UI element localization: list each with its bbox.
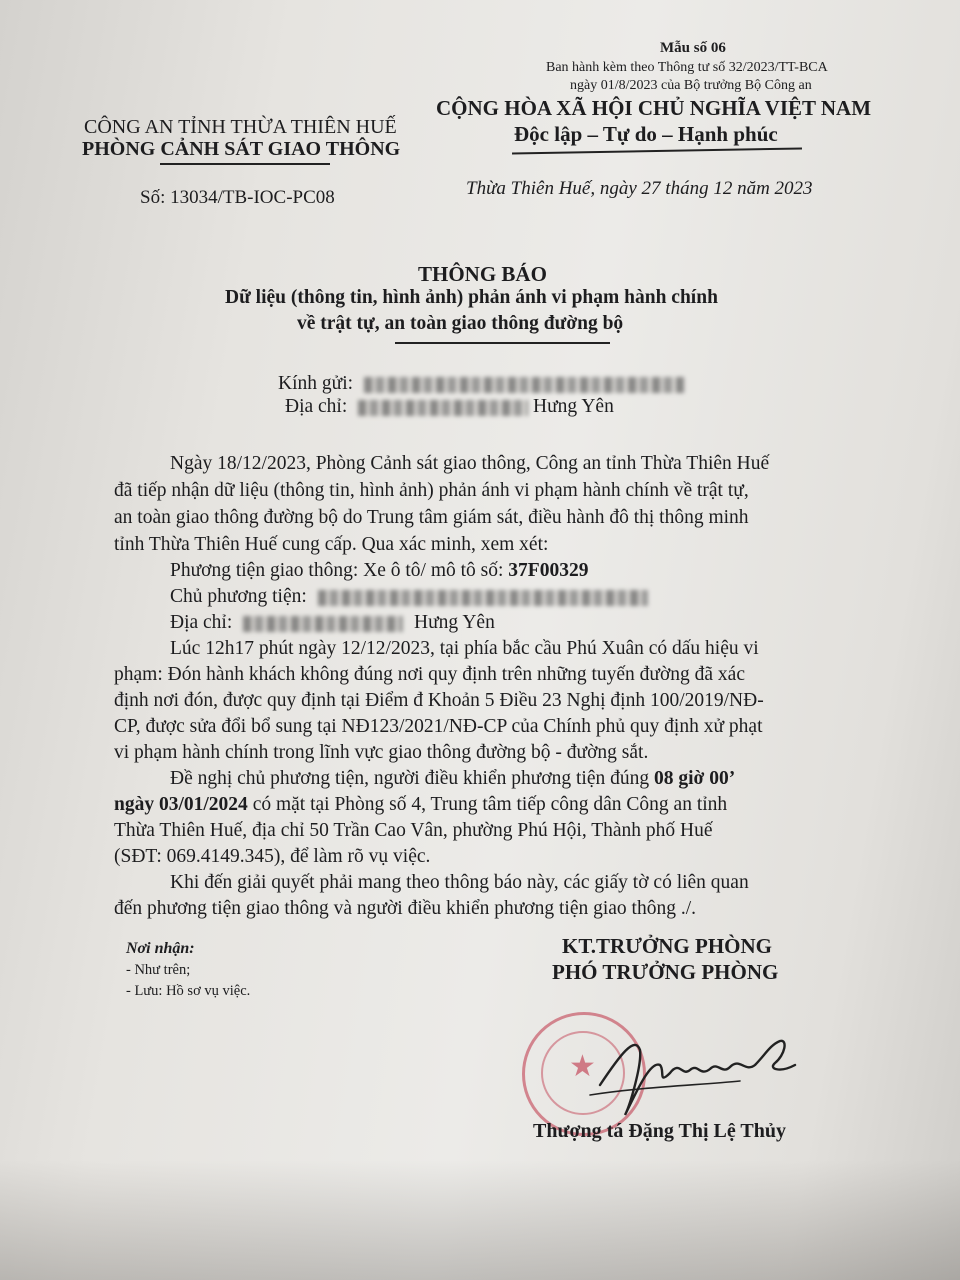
para2-line1: Lúc 12h17 phút ngày 12/12/2023, tại phía bắc cầu Phú Xuân có dấu hiệu vi — [170, 638, 759, 659]
form-issued-line2: ngày 01/8/2023 của Bộ trưởng Bộ Công an — [570, 78, 812, 93]
redacted-owner-name — [318, 590, 648, 606]
para1-line3: an toàn giao thông đường bộ do Trung tâm giám sát, điều hành đô thị thông minh — [114, 507, 749, 528]
form-number: Mẫu số 06 — [660, 40, 726, 56]
seal-star-icon: ★ — [569, 1050, 596, 1083]
para3-line3: Thừa Thiên Huế, địa chỉ 50 Trần Cao Vân, phường Phú Hội, Thành phố Huế — [114, 820, 713, 841]
para3-line1-text: Đề nghị chủ phương tiện, người điều khiển phương tiện đúng — [170, 768, 654, 789]
notice-subtitle-1: Dữ liệu (thông tin, hình ảnh) phản ánh vi phạm hành chính — [225, 287, 718, 308]
signer-name: Thượng tá Đặng Thị Lệ Thủy — [533, 1120, 786, 1142]
recipient-address-province: Hưng Yên — [533, 396, 614, 417]
motto-underline — [512, 147, 802, 154]
para3-line1 — [170, 765, 735, 792]
para3-line2 — [114, 791, 727, 818]
vehicle-plate: 37F00329 — [508, 560, 589, 581]
vehicle-label: Phương tiện giao thông: Xe ô tô/ mô tô số: — [170, 560, 509, 581]
para1-line2: đã tiếp nhận dữ liệu (thông tin, hình ảnh) phản ánh vi phạm hành chính về trật tự, — [114, 480, 749, 501]
recipient-address-line — [285, 393, 614, 420]
agency-name: PHÒNG CẢNH SÁT GIAO THÔNG — [82, 138, 401, 160]
para2-line4: CP, được sửa đổi bổ sung tại NĐ123/2021/NĐ-CP của Chính phủ quy định xử phạt — [114, 716, 763, 737]
vehicle-line — [170, 557, 588, 584]
para4-line1: Khi đến giải quyết phải mang theo thông báo này, các giấy tờ có liên quan — [170, 872, 749, 893]
handwritten-signature — [580, 1015, 810, 1125]
redacted-recipient-address — [358, 400, 528, 416]
notice-title: THÔNG BÁO — [418, 262, 547, 286]
para2-line3: định nơi đón, được quy định tại Điểm đ Khoản 5 Điều 23 Nghị định 100/2019/NĐ- — [114, 690, 764, 711]
owner-address-line — [170, 609, 495, 636]
place-date: Thừa Thiên Huế, ngày 27 tháng 12 năm 2023 — [466, 178, 813, 199]
agency-underline — [160, 163, 330, 165]
form-issued-line1: Ban hành kèm theo Thông tư số 32/2023/TT-BCA — [546, 60, 828, 75]
owner-line — [170, 583, 648, 610]
national-motto: Độc lập – Tự do – Hạnh phúc — [514, 122, 778, 146]
para4-line2: đến phương tiện giao thông và người điều khiển phương tiện giao thông ./. — [114, 898, 697, 919]
subtitle-underline — [395, 342, 610, 344]
recipient-label: Kính gửi: — [278, 373, 354, 394]
photo-shadow — [0, 1160, 960, 1280]
recipient-item-1: - Như trên; — [126, 962, 191, 978]
para2-line5: vi phạm hành chính trong lĩnh vực giao thông đường bộ - đường sắt. — [114, 742, 649, 763]
para1-line1: Ngày 18/12/2023, Phòng Cảnh sát giao thông, Công an tỉnh Thừa Thiên Huế — [170, 453, 770, 474]
redacted-recipient-name — [364, 377, 684, 393]
para3-line2-text: có mặt tại Phòng số 4, Trung tâm tiếp công dân Công an tỉnh — [247, 794, 728, 815]
owner-address-province: Hưng Yên — [414, 612, 495, 633]
sign-title-2: PHÓ TRƯỞNG PHÒNG — [552, 960, 779, 984]
para1-line4: tỉnh Thừa Thiên Huế cung cấp. Qua xác minh, xem xét: — [114, 534, 549, 555]
national-title: CỘNG HÒA XÃ HỘI CHỦ NGHĨA VIỆT NAM — [436, 96, 872, 120]
para3-line4: (SĐT: 069.4149.345), để làm rõ vụ việc. — [114, 846, 431, 867]
sign-title-1: KT.TRƯỞNG PHÒNG — [562, 934, 772, 958]
agency-parent: CÔNG AN TỈNH THỪA THIÊN HUẾ — [84, 116, 397, 138]
owner-label: Chủ phương tiện: — [170, 586, 307, 607]
recipients-label: Nơi nhận: — [126, 940, 195, 957]
notice-subtitle-2: về trật tự, an toàn giao thông đường bộ — [297, 313, 624, 334]
appointment-date: ngày 03/01/2024 — [114, 794, 248, 815]
document-number: Số: 13034/TB-IOC-PC08 — [140, 187, 335, 208]
para2-line2: phạm: Đón hành khách không đúng nơi quy định trên những tuyến đường đã xác — [114, 664, 745, 685]
appointment-time: 08 giờ 00’ — [654, 768, 736, 789]
recipient-address-label: Địa chỉ: — [285, 396, 348, 417]
owner-address-label: Địa chỉ: — [170, 612, 233, 633]
redacted-owner-address — [243, 616, 403, 632]
recipient-item-2: - Lưu: Hồ sơ vụ việc. — [126, 983, 251, 999]
